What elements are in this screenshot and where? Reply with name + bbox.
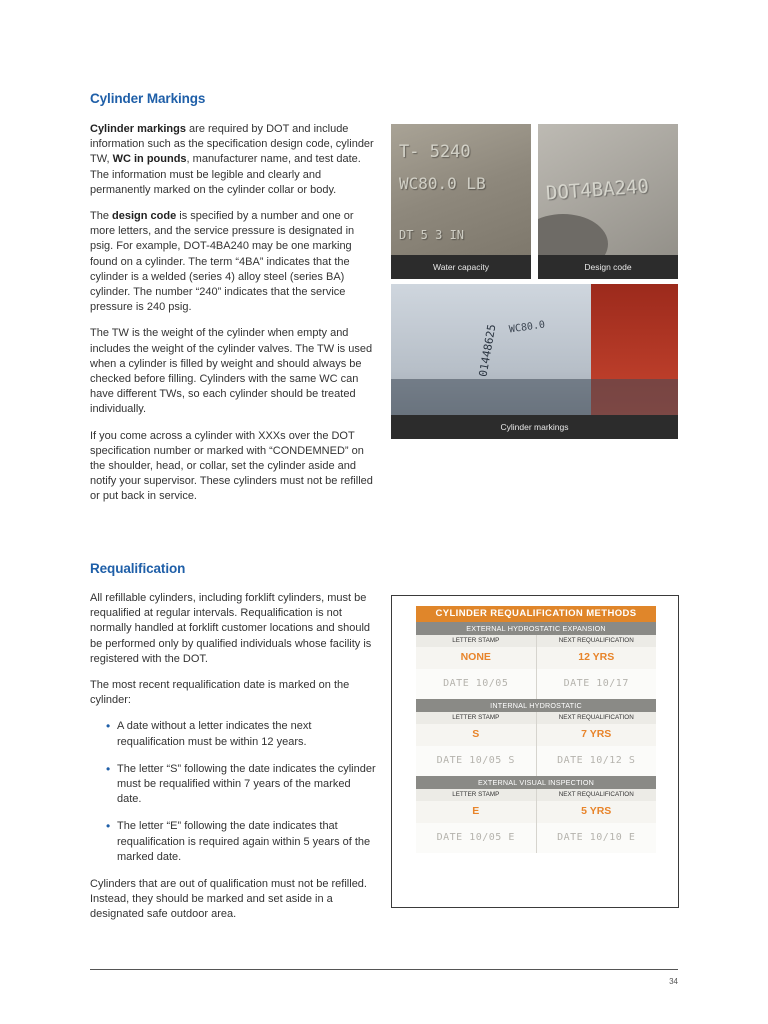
column-label-next-requalification: NEXT REQUALIFICATION: [536, 789, 657, 801]
column-label-letter-stamp: LETTER STAMP: [416, 635, 536, 647]
table-section-header: EXTERNAL HYDROSTATIC EXPANSION: [416, 622, 656, 635]
letter-stamp-value: NONE: [416, 647, 536, 669]
table-row: [416, 635, 656, 647]
next-requalification-value: 7 YRS: [536, 724, 657, 746]
column-label-next-requalification: NEXT REQUALIFICATION: [536, 712, 657, 724]
table-row: [416, 647, 656, 669]
table-row: [416, 801, 656, 823]
requalification-bullet-list: [90, 719, 378, 865]
photo-caption: Design code: [538, 255, 678, 279]
photo-design-code: [538, 124, 678, 279]
letter-stamp-value: E: [416, 801, 536, 823]
next-requalification-value: 5 YRS: [536, 801, 657, 823]
date-stamp: DATE 10/05: [443, 678, 509, 689]
date-stamp: DATE 10/10 E: [536, 823, 657, 853]
stamp-text: WC80.0: [508, 319, 546, 336]
paragraph: [90, 209, 378, 315]
bold-term: Cylinder markings: [90, 123, 186, 135]
date-stamp: DATE 10/05 S: [436, 755, 515, 766]
table-title: CYLINDER REQUALIFICATION METHODS: [416, 606, 656, 622]
stamp-text: T- 5240: [399, 142, 471, 162]
table-row: [416, 789, 656, 801]
column-label-next-requalification: NEXT REQUALIFICATION: [536, 635, 657, 647]
list-item: • The letter “E” following the date indicates that requalification is required again within 5 years of the marked date.: [117, 819, 378, 865]
footer-divider: [90, 969, 678, 970]
text: The: [90, 210, 113, 223]
bold-term: WC in pounds: [112, 153, 187, 166]
stamp-text: 01448625: [476, 323, 499, 378]
stamp-text: DOT4BA240: [545, 175, 650, 205]
paragraph: If you come across a cylinder with XXXs over the DOT specification number or marked with “CONDEMNED” on the shoulder, head, or collar, set the cylinder aside and notify your supervisor. These cylinders must not be refilled or put back in service.: [90, 429, 373, 503]
list-item: • The letter “S” following the date indicates the cylinder must be requalified within 7 years of the marked date.: [117, 762, 378, 808]
letter-stamp-value: S: [416, 724, 536, 746]
section-title-cylinder-markings: Cylinder Markings: [90, 91, 206, 106]
table-row: [416, 746, 656, 776]
next-requalification-value: 12 YRS: [536, 647, 657, 669]
date-stamp: DATE 10/05 E: [436, 832, 515, 843]
paragraph: The most recent requalification date is marked on the cylinder:: [90, 679, 350, 707]
list-item: • A date without a letter indicates the next requalification must be within 12 years.: [117, 719, 378, 749]
date-stamp: DATE 10/17: [536, 669, 657, 699]
text: are required by DOT and include information such as the specification design code, cylinder TW,: [90, 123, 374, 166]
paragraph: The TW is the weight of the cylinder when empty and includes the weight of the cylinder valves. The TW is used when a cylinder is filled by weight and should always be checked before filling. Cylinders with the same WC can have different TWs, so each cylinder should be treated individually.: [90, 327, 373, 416]
table-row: [416, 724, 656, 746]
column-label-letter-stamp: LETTER STAMP: [416, 712, 536, 724]
paragraph: Cylinders that are out of qualification must not be refilled. Instead, they should be marked and set aside in a designated safe outdoor area.: [90, 878, 367, 921]
shadow: [391, 379, 678, 415]
text: is specified by a number and one or more letters, and the service pressure is designated in psig. For example, DOT-4BA240 may be one marking found on a cylinder. The term “4BA” indicates that the cylinder is a welded (series 4) alloy steel (series BA) cylinder. The number “240” indicates that the service pressure is 240 psig.: [90, 210, 355, 314]
table-section-header: INTERNAL HYDROSTATIC: [416, 699, 656, 712]
stamp-text: WC80.0 LB: [399, 174, 486, 193]
column-label-letter-stamp: LETTER STAMP: [416, 789, 536, 801]
photo-water-capacity: [391, 124, 531, 279]
requalification-table: [416, 606, 656, 853]
photo-caption: Cylinder markings: [391, 415, 678, 439]
cylinder-markings-body: [90, 122, 378, 516]
bold-term: design code: [112, 210, 177, 223]
table-row: [416, 669, 656, 699]
page-number: 34: [669, 977, 678, 986]
paragraph: All refillable cylinders, including forklift cylinders, must be requalified at regular intervals. Requalification is not normally handled at forklift customer locations and should be performed only by qualified individuals whose facility is registered with the DOT.: [90, 592, 372, 665]
requalification-methods-figure: [391, 595, 679, 908]
photo-cylinder-markings: [391, 284, 678, 439]
table-row: [416, 712, 656, 724]
stamp-text: DT 5 3 IN: [399, 228, 465, 242]
photo-caption: Water capacity: [391, 255, 531, 279]
table-row: [416, 823, 656, 853]
date-stamp: DATE 10/12 S: [536, 746, 657, 776]
paragraph: [90, 122, 378, 198]
table-section-header: EXTERNAL VISUAL INSPECTION: [416, 776, 656, 789]
requalification-body: [90, 591, 378, 934]
section-title-requalification: Requalification: [90, 561, 186, 576]
text: , manufacturer name, and test date. The information must be legible and clearly and permanently marked on the cylinder collar or body.: [90, 153, 361, 196]
